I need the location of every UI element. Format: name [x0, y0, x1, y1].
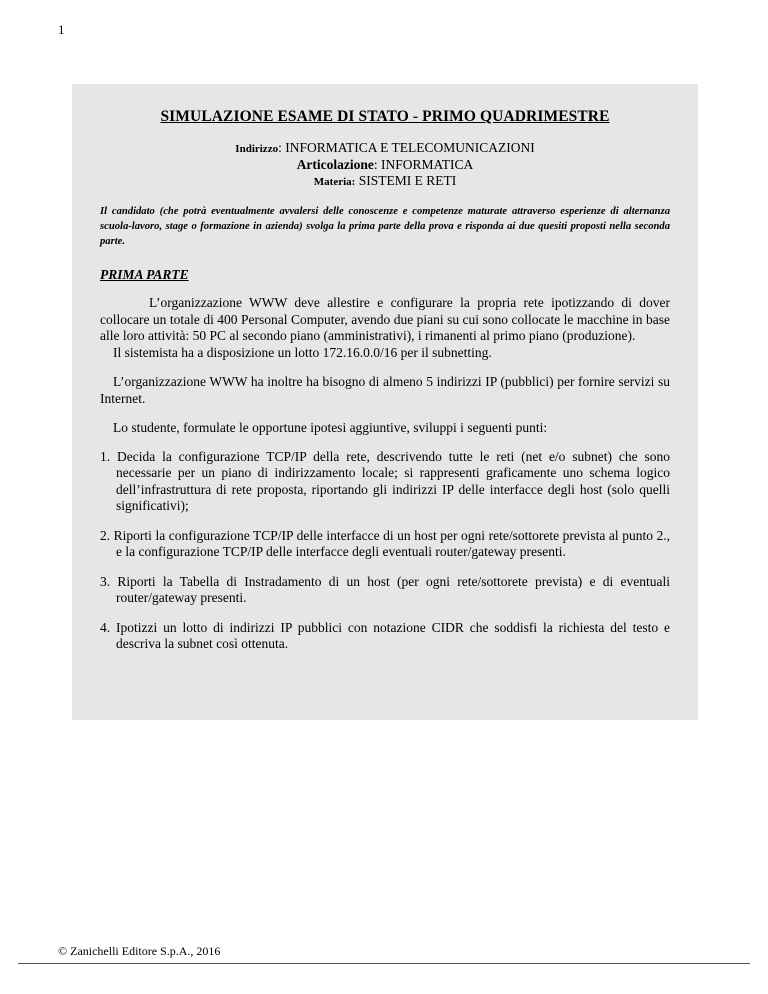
indirizzo-line: [100, 140, 670, 157]
materia-value: SISTEMI E RETI: [355, 173, 457, 188]
list-item: 2. Riporti la configurazione TCP/IP delle interfacce di un host per ogni rete/sottorete prevista al punto 2., e la configurazione TCP/IP delle interfacce degli eventuali router/gateway presenti.: [100, 527, 670, 559]
document-title: SIMULAZIONE ESAME DI STATO - PRIMO QUADRIMESTRE: [160, 108, 610, 125]
indirizzo-label: Indirizzo: [235, 143, 279, 155]
paragraph-instructions: Lo studente, formulate le opportune ipotesi aggiuntive, sviluppi i seguenti punti:: [113, 420, 548, 435]
section-heading: PRIMA PARTE: [100, 267, 189, 282]
list-item: 3. Riporti la Tabella di Instradamento di un host (per ogni rete/sottorete prevista) e di eventuali router/gateway presenti.: [100, 573, 670, 605]
exam-meta: [100, 140, 670, 190]
intro-instructions: Il candidato (che potrà eventualmente avvalersi delle conoscenze e competenze maturate attraverso esperienze di alternanza scuola-lavoro, stage o formazione in azienda) svolga la prima parte della prova e risponda ai due quesiti proposti nella seconda parte.: [100, 206, 670, 247]
list-item: 4. Ipotizzi un lotto di indirizzi IP pubblici con notazione CIDR che soddisfi la richiesta del testo e descriva la subnet così ottenuta.: [100, 619, 670, 651]
footer-divider: [18, 963, 750, 964]
materia-label: Materia:: [313, 176, 356, 188]
articolazione-label: Articolazione: [296, 157, 374, 172]
points-list: [100, 449, 670, 653]
exam-panel: [72, 84, 698, 720]
materia-line: [100, 173, 670, 190]
page-number: 1: [58, 22, 65, 37]
articolazione-line: [100, 157, 670, 173]
indirizzo-value: : INFORMATICA E TELECOMUNICAZIONI: [278, 140, 535, 155]
paragraph-public-ips: L’organizzazione WWW ha inoltre ha bisogno di almeno 5 indirizzi IP (pubblici) per fornire servizi su Internet.: [100, 374, 670, 406]
articolazione-value: : INFORMATICA: [373, 157, 474, 172]
paragraph-organization: L’organizzazione WWW deve allestire e configurare la propria rete ipotizzando di dover collocare un totale di 400 Personal Computer, avendo due piani su cui sono collocate le macchine in base alle loro attività: 50 PC al secondo piano (amministrativi), i rimanenti al primo piano (produzione).: [100, 295, 670, 343]
list-item: 1. Decida la configurazione TCP/IP della rete, descrivendo tutte le reti (net e/o subnet) che sono necessarie per un piano di indirizzamento locale; si rappresenti graficamente uno schema logico dell’infrastruttura di rete proposta, riportando gli indirizzi IP delle interfacce degli host (solo quelli significativi);: [100, 448, 670, 513]
paragraph-subnet-lot: Il sistemista ha a disposizione un lotto 172.16.0.0/16 per il subnetting.: [113, 344, 492, 360]
copyright-footer: © Zanichelli Editore S.p.A., 2016: [58, 944, 221, 958]
